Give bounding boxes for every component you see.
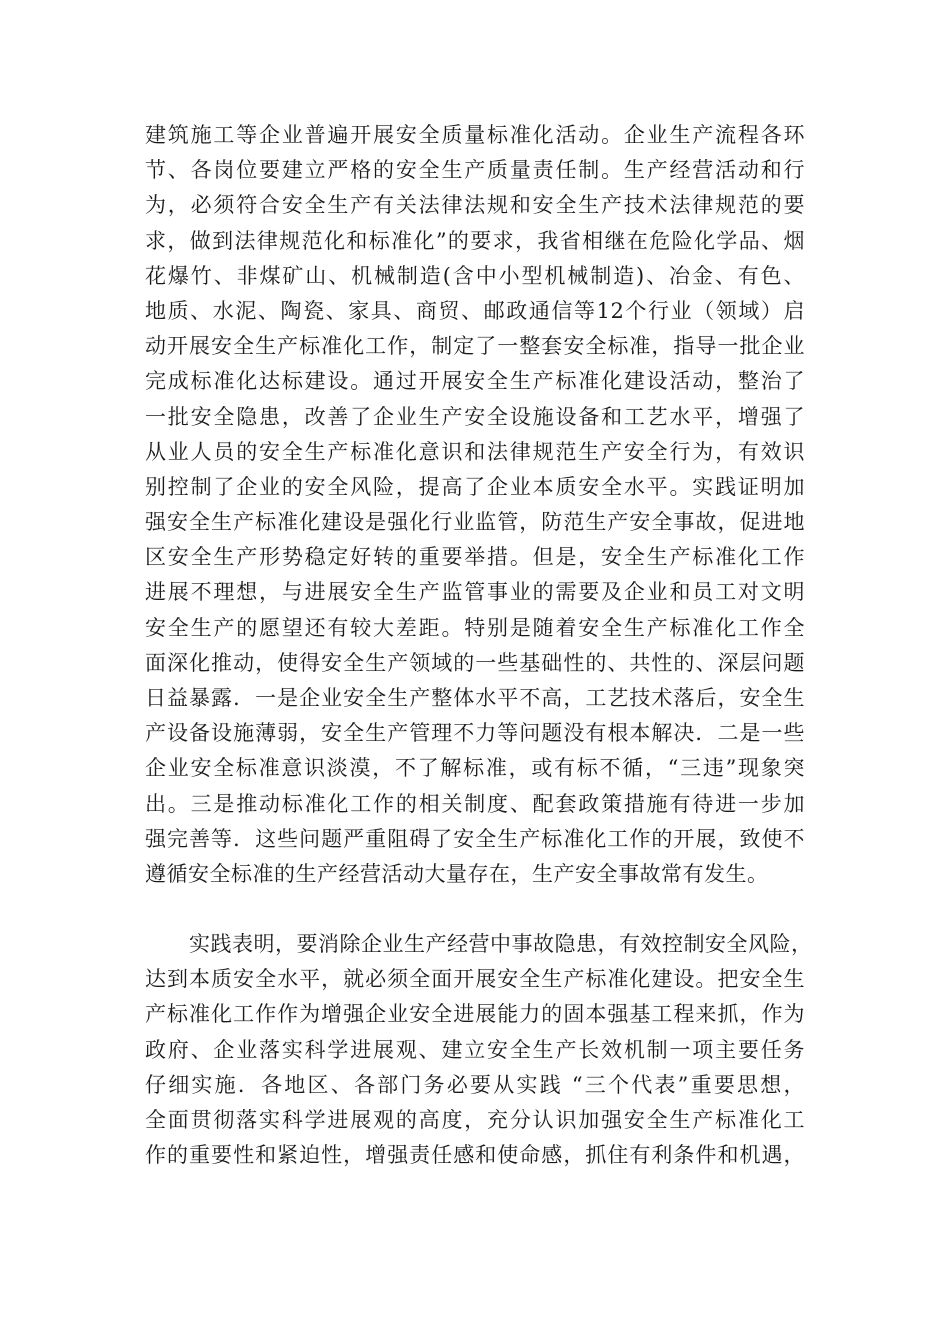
paragraph-line: 强安全生产标准化建设是强化行业监管，防范生产安全事故，促进地 — [145, 510, 805, 535]
paragraph-line: 产设备设施薄弱，安全生产管理不力等问题没有根本解决．二是一些 — [145, 721, 805, 746]
paragraph-line: 强完善等．这些问题严重阻碍了安全生产标准化工作的开展，致使不 — [145, 826, 805, 851]
paragraph-line: 实践表明，要消除企业生产经营中事故隐患，有效控制安全风险， — [189, 932, 813, 956]
paragraph-line: 为，必须符合安全生产有关法律法规和安全生产技术法律规范的要 — [145, 193, 805, 218]
paragraph-line: 面深化推动，使得安全生产领域的一些基础性的、共性的、深层问题 — [145, 650, 805, 675]
paragraph-line: 建筑施工等企业普遍开展安全质量标准化活动。企业生产流程各环 — [145, 123, 805, 147]
paragraph-line: 区安全生产形势稳定好转的重要举措。但是，安全生产标准化工作 — [145, 545, 805, 570]
paragraph-line: 企业安全标准意识淡漠，不了解标准，或有标不循，“三违”现象突 — [145, 756, 805, 781]
paragraph-line: 安全生产的愿望还有较大差距。特别是随着安全生产标准化工作全 — [145, 615, 805, 640]
paragraph-line: 产标准化工作作为增强企业安全进展能力的固本强基工程来抓，作为 — [145, 1002, 805, 1027]
paragraph-line: 从业人员的安全生产标准化意识和法律规范生产安全行为，有效识 — [145, 439, 805, 464]
paragraph-line: 遵循安全标准的生产经营活动大量存在，生产安全事故常有发生。 — [145, 861, 769, 886]
paragraph-line: 进展不理想，与进展安全生产监管事业的需要及企业和员工对文明 — [145, 580, 805, 605]
paragraph-line: 达到本质安全水平，就必须全面开展安全生产标准化建设。把安全生 — [145, 967, 805, 992]
paragraph-line: 别控制了企业的安全风险，提高了企业本质安全水平。实践证明加 — [145, 474, 805, 499]
paragraph-line: 求，做到法律规范化和标准化”的要求，我省相继在危险化学品、烟 — [145, 228, 805, 253]
paragraph-line: 完成标准化达标建设。通过开展安全生产标准化建设活动，整治了 — [145, 369, 805, 394]
paragraph-line: 动开展安全生产标准化工作，制定了一整套安全标准，指导一批企业 — [145, 334, 805, 359]
paragraph-line: 一批安全隐患，改善了企业生产安全设施设备和工艺水平，增强了 — [145, 404, 805, 429]
paragraph-line: 节、各岗位要建立严格的安全生产质量责任制。生产经营活动和行 — [145, 158, 805, 183]
paragraph-line: 仔细实施．各地区、各部门务必要从实践 “三个代表”重要思想， — [145, 1072, 805, 1097]
paragraph-line: 全面贯彻落实科学进展观的高度，充分认识加强安全生产标准化工 — [145, 1107, 805, 1132]
paragraph-line: 政府、企业落实科学进展观、建立安全生产长效机制一项主要任务 — [145, 1037, 805, 1062]
paragraph-line: 出。三是推动标准化工作的相关制度、配套政策措施有待进一步加 — [145, 791, 805, 816]
paragraph-line: 作的重要性和紧迫性，增强责任感和使命感，抓住有利条件和机遇， — [145, 1143, 805, 1168]
paragraph-2 — [145, 927, 813, 1173]
paragraph-line: 花爆竹、非煤矿山、机械制造(含中小型机械制造)、冶金、有色、 — [145, 263, 805, 288]
paragraph-line: 地质、水泥、陶瓷、家具、商贸、邮政通信等12个行业（领域）启 — [145, 298, 805, 323]
paragraph-1 — [145, 118, 805, 892]
paragraph-line: 日益暴露．一是企业安全生产整体水平不高，工艺技术落后，安全生 — [145, 686, 805, 710]
